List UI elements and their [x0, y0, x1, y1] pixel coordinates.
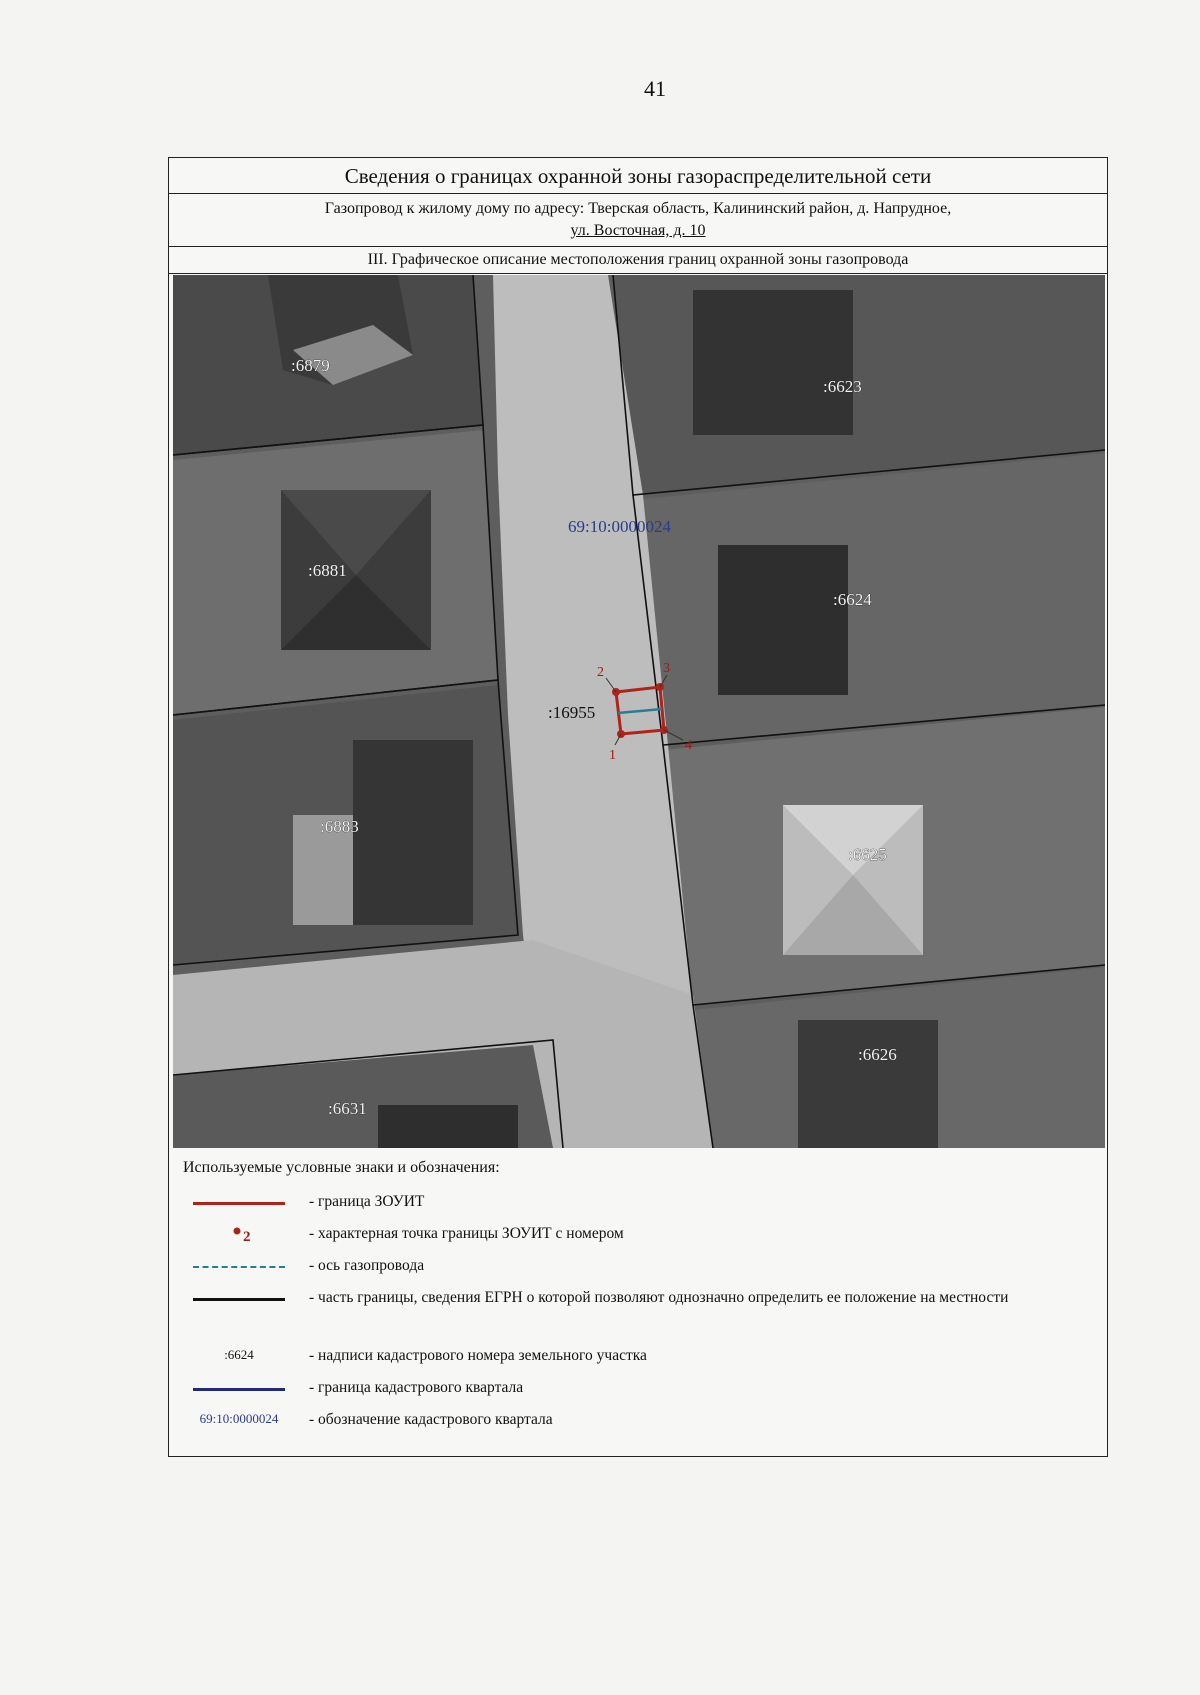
point-label-4: 4: [685, 738, 692, 753]
legend-quarter-number: 69:10:0000024: [199, 1411, 279, 1426]
aerial-map[interactable]: [173, 275, 1105, 1148]
sheet-title: Сведения о границах охранной зоны газораспределительной сети: [169, 158, 1107, 194]
map-sheet: [168, 157, 1108, 1457]
subtitle-line-1: Газопровод к жилому дому по адресу: Тверская область, Калининский район, д. Напрудное,: [324, 200, 952, 217]
plot-label-6881: :6881: [308, 561, 347, 580]
legend-text: - ось газопровода: [309, 1257, 425, 1274]
legend-symbol-point: [179, 1223, 289, 1247]
legend-symbol-teal-dash: [179, 1255, 289, 1279]
house-6631: [378, 1105, 518, 1148]
legend-text: - характерная точка границы ЗОУИТ с номером: [309, 1225, 624, 1242]
page-number: 41: [644, 76, 666, 101]
point-symbol-icon: [179, 1223, 289, 1247]
sheet-subtitle: [169, 194, 1107, 247]
point-label-1: 1: [609, 748, 616, 763]
legend-symbol-plot-number: [179, 1345, 289, 1369]
point-label-2: 2: [597, 665, 604, 680]
house-6883: [353, 740, 473, 925]
legend-symbol-black-line: [179, 1287, 289, 1311]
house-6623: [693, 290, 853, 435]
plot-label-6631: :6631: [328, 1099, 367, 1118]
legend-symbol-red-line: [179, 1191, 289, 1215]
plot-label-6626: :6626: [858, 1045, 897, 1064]
section-title: III. Графическое описание местоположения границ охранной зоны газопровода: [169, 247, 1107, 274]
legend-point-number: 2: [243, 1229, 251, 1245]
legend-text: - обозначение кадастрового квартала: [309, 1411, 553, 1428]
plot-label-6883: :6883: [320, 817, 359, 836]
legend: [169, 1153, 1107, 1453]
legend-text: - граница ЗОУИТ: [309, 1193, 425, 1210]
legend-text: - граница кадастрового квартала: [309, 1379, 524, 1396]
plot-label-6625: :6625: [848, 845, 887, 864]
legend-plot-number: :6624: [224, 1347, 254, 1362]
legend-text: - надписи кадастрового номера земельного участка: [309, 1347, 647, 1364]
plot-label-6623: :6623: [823, 377, 862, 396]
legend-symbol-quarter-number: [179, 1409, 289, 1433]
legend-text: - часть границы, сведения ЕГРН о которой позволяют однозначно определить ее положение на местности: [309, 1289, 1009, 1306]
point-label-3: 3: [663, 661, 670, 676]
quarter-label: 69:10:0000024: [568, 517, 671, 536]
legend-symbol-navy-line: [179, 1377, 289, 1401]
house-6624: [718, 545, 848, 695]
map-canvas: [173, 275, 1105, 1148]
plot-label-6624: :6624: [833, 590, 872, 609]
subtitle-line-2: ул. Восточная, д. 10: [570, 222, 706, 239]
plot-label-6879: :6879: [291, 356, 330, 375]
zone-cadastral-label: :16955: [548, 703, 596, 722]
legend-title: Используемые условные знаки и обозначения:: [183, 1159, 500, 1176]
house-6626: [798, 1020, 938, 1148]
